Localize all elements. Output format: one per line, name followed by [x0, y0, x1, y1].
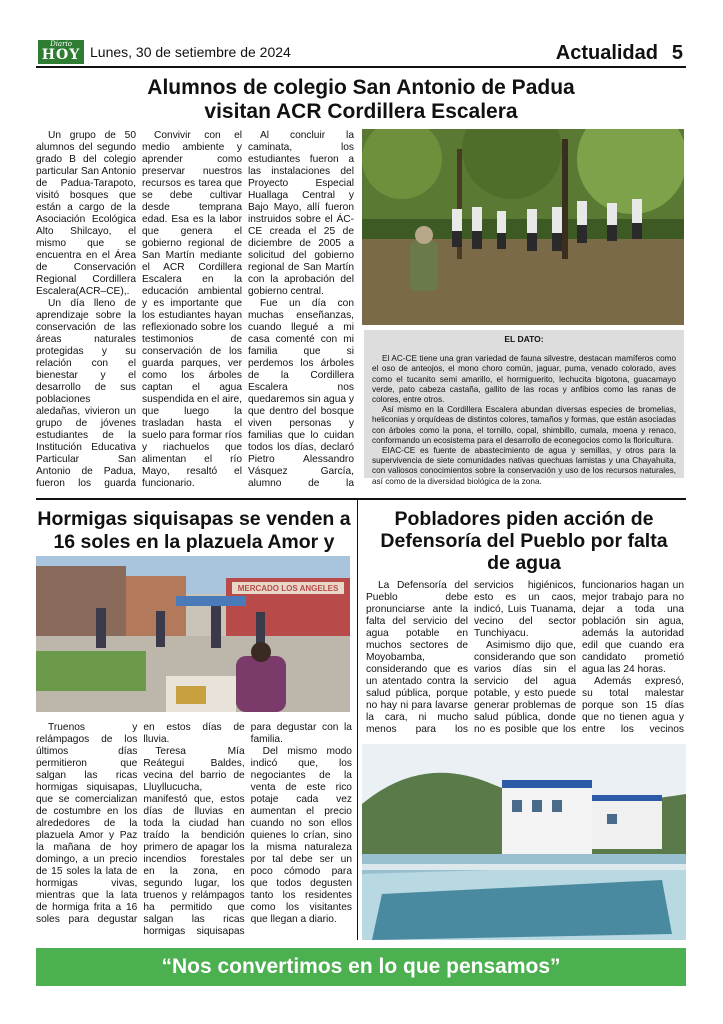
story1-column-3	[248, 130, 354, 490]
story1-paragraph: Convivir con el medio ambiente y aprender como preservar nuestros recursos es tarea que se debe cultivar desde temprana edad. Esa es la labor que genera el gobierno regional de San Martín mediante el ACR Cordillera Escalera en la educación ambiental y es importante que los estudiantes hayan reflexionado sobre los testimonios de conservación de los guarda parques, ver como los árboles captan el agua suspendida en el aire, que luego la trasladan hasta el suelo para formar ríos y riachuelos que alimentan el río Mayo, resaltó el funcionario.	[142, 130, 242, 489]
story2-headline-line2: 16 soles en la plazuela Amor y	[53, 531, 335, 553]
market-sign: MERCADO LOS ANGELES	[237, 584, 339, 593]
story2-headline-line1: Hormigas siquisapas se venden a	[37, 508, 351, 530]
newspaper-logo	[38, 40, 84, 64]
story2-paragraph: Teresa Mía Reátegui Baldes, vecina del barrio de Lluyllucucha, manifestó que, estos días de lluvias en toda la ciudad han traído la bendición primero de apagar los incendios forestales en la zona, en segundo lugar, los truenos y relámpagos ha permitido que salgan las ricas hormigas siquisapas para degustar con la familia.	[143, 722, 352, 937]
el-dato-title: EL DATO:	[504, 334, 544, 344]
el-dato-paragraph: Así mismo en la Cordillera Escalera abundan diversas especies de bromelias, heliconias y orquídeas de distintos colores, tamaños y formas, que están asociadas con árboles como la pona, el tornillo, copal, shimbillo, cumala, moena y renaco, conformando un ecosistema para el desarrollo de econegocios como la floricultura.	[372, 405, 676, 445]
story1-paragraph: Un grupo de 50 alumnos del segundo grado B del colegio particular San Antonio de Padua-Tarapoto, visitó bosques que están a cargo de la Asociación Ecológica Alto Shilcayo, el mismo que se encuentra en el Área de Conservación Regional Cordillera Escalera(ACR–CE),.	[36, 130, 136, 297]
water-plant-photo	[362, 744, 686, 940]
page-number: 5	[671, 42, 683, 64]
story3-paragraph: Asimismo dijo que, considerando que son varios días sin el servicio del agua potable, y esto puede generar problemas de salud pública, donde no es posible que los funcionarios hagan un mejor trabajo para no dejar a toda una población sin agua, además la autoridad edil que cuando era candidato prometió agua las 24 horas.	[474, 580, 684, 735]
story3-headline-line2: Defensoría del Pueblo por falta	[380, 530, 668, 552]
story2-paragraph: Truenos y relámpagos de los últimos días permitieron que salgan las ricas hormigas siquisapas, que se comercializan de costumbre en los alrededores de la plazuela Amor y Paz la mañana de hoy domingo, a un precio de 15 soles la lata de hormigas vivas, mientras que la lata de hormiga frita a 16 soles para degustar en estos días de lluvia.	[36, 722, 245, 925]
story1-headline	[36, 76, 686, 124]
story3-paragraph: Además expresó, su total malestar porque son 15 días que no tienen agua y entre los vecinos	[582, 676, 684, 735]
story3-headline-line3: de agua	[487, 552, 561, 574]
section-divider	[36, 498, 686, 500]
story1-paragraph: Al concluir la caminata, los estudiantes fueron a las instalaciones del Proyecto Especial Huallaga Central y Bajo Mayo, allí fueron instruidos sobre el ÁC-CE creada el 25 de diciembre de 2005 a solicitud del gobierno regional de San Martín con la aprobación del gobierno central.	[248, 130, 354, 297]
story1-paragraph: Un día lleno de aprendizaje sobre la conservación de las áreas naturales protegidas y su relación con el bienestar y el desarrollo de sus poblaciones aledañas, vivieron un grupo de jóvenes estudiantes de la Institución Educativa Particular San Antonio de Padua, fueron los guarda	[36, 298, 136, 489]
el-dato-box	[364, 330, 684, 486]
issue-date: Lunes, 30 de setiembre de 2024	[90, 44, 291, 60]
story1-paragraph: Fue un día con muchas enseñanzas, cuando llegué a mi casa comenté con mi familia que si perdemos los árboles de la Cordillera Escalera nos quedaremos sin agua y que dentro del bosque viven personas y familias que lo cuidan todos los días, declaró Pietro Alessandro Vásquez García, alumno de la	[248, 298, 354, 489]
story1-column-1	[36, 130, 136, 490]
story3-headline-line1: Pobladores piden acción de	[394, 508, 654, 530]
story1-column-2	[142, 130, 242, 490]
market-photo	[36, 556, 350, 712]
story2-paragraph: Del mismo modo indicó que, los negociantes de la venta de este rico potaje cada vez aumentan el precio cuando no son ellos quienes lo crían, sino la misma naturaleza por tal debe ser un poco cómodo para que todos degusten tanto los residentes como los visitantes que llegan a diario.	[250, 746, 352, 925]
story3-paragraph: La Defensoría del Pueblo debe pronunciarse ante la falta del servicio del agua potable en muchos sectores de Moyobamba, considerando que es un atentado contra la salud pública, porque no hay ni para lavarse la cara, ni mucho menos para los servicios higiénicos, esto es un caos, indicó, Luis Tuanama, vecino del sector Tunchiyacu.	[366, 580, 576, 735]
logo-main-text: HOY	[41, 47, 81, 63]
students-forest-photo	[362, 129, 684, 325]
story1-headline-line1: Alumnos de colegio San Antonio de Padua	[147, 76, 575, 99]
masthead-rule	[36, 66, 686, 68]
story3-headline	[362, 508, 686, 574]
el-dato-paragraph: EIAC-CE es fuente de abastecimiento de agua y semillas, y otros para la supervivencia de siete comunidades nativas quechuas lamistas y una Chayahuita, con valiosos conocimientos sobre la conservación y uso de los recursos naturales, así como de la diversidad biológica de la zona.	[372, 446, 676, 486]
story3-body	[366, 580, 684, 738]
logo-top-text: Diario	[50, 40, 72, 48]
story2-body	[36, 722, 352, 942]
column-divider	[357, 500, 358, 940]
footer-quote: “Nos convertimos en lo que pensamos”	[36, 948, 686, 986]
story1-headline-line2: visitan ACR Cordillera Escalera	[204, 100, 518, 123]
section-title: Actualidad	[555, 42, 658, 64]
el-dato-paragraph: El AC-CE tiene una gran variedad de fauna silvestre, destacan mamíferos como el oso de anteojos, el mono choro común, jaguar, puma, venado colorado, aves como el tucanito semi amarillo, el hormiguerito, lechucita bigotona, guacamayo verde, pato cabeza castaña, gallito de las rocas y anfibios como las ranas de colores, entre otros.	[372, 354, 676, 405]
